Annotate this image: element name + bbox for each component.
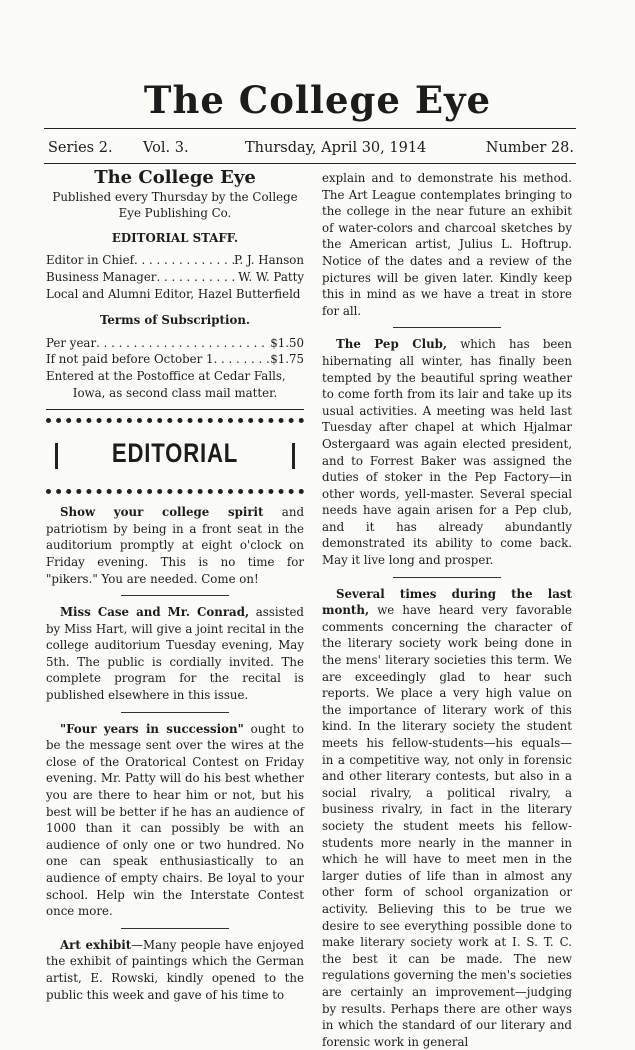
issue-volume: Vol. 3. [143, 140, 189, 156]
masthead-rule-bottom [44, 163, 576, 164]
masthead-rule-top [44, 128, 576, 129]
item-separator [393, 327, 501, 328]
editorial-paragraph: Art exhibit—Many people have enjoyed the exhibit of paintings which the German artist, E. Rowski, kindly opened to the public this week and gave of his time to [46, 937, 304, 1002]
editorial-paragraph: The Pep Club, which has been hibernating all winter, has finally been tempted by the beautiful spring weather to come forth from its lair and take up its usual activities. A meeting was held last Tuesday after chapel at which Hjalmar Ostergaard was again elected president, and to Forrest Baker was assigned the duties of stoker in the Pep Factory—in other words, yell-master. Several special needs have again arisen for a Pep club, and it has already abundantly demonstrated its ability to come back. May it live long and prosper. [322, 337, 572, 568]
issue-line [48, 140, 574, 156]
terms-row: Per year . . . $1.50 [46, 335, 304, 352]
editorial-banner [46, 418, 304, 494]
editorial-paragraph: Miss Case and Mr. Conrad, assisted by Miss Hart, will give a joint recital in the college auditorium Tuesday evening, May 5th. The public is cordially invited. The complete program for the recital is published elsewhere in this issue. [46, 605, 304, 703]
published-line-2: Eye Publishing Co. [118, 206, 232, 221]
entered-line-2: Iowa, as second class mail matter. [72, 385, 278, 400]
section-divider [46, 409, 304, 410]
left-column [46, 167, 304, 1003]
staff-heading: EDITORIAL STAFF. [111, 230, 239, 245]
item-separator [121, 928, 229, 929]
editorial-heading: EDITORIAL [111, 438, 239, 469]
item-separator [121, 712, 229, 713]
terms-heading: Terms of Subscription. [99, 313, 251, 328]
editorial-paragraph: explain and to demonstrate his method. The Art League contemplates bringing to the college in the near future an exhibit of water-colors and charcoal sketches by the American artist, Julius L. Hoftrup. Notice of the dates and a review of the pictures will be given later. Kindly keep this in mind as we have a treat in store for all. [322, 171, 572, 318]
paper-name: The College Eye [94, 167, 256, 188]
editorial-paragraph: "Four years in succession" ought to be the message sent over the wires at the close of the Oratorical Contest on Friday evening. Mr. Patty will do his best whether you are there to hear him or not, but his best will be better if he has an audience of 1000 than it can possibly be with an audience of only one or two hundred. No one can speak enthusiastically to an audience of empty chairs. Be loyal to your school. Help win the Interstate Contest once more. [46, 721, 304, 919]
terms-row: If not paid before October 1 . . . $1.75 [46, 351, 304, 368]
staff-row: Business Manager . . . W. W. Patty [46, 269, 304, 286]
local-editor-line: Local and Alumni Editor, Hazel Butterfield [46, 286, 301, 301]
issue-date: Thursday, April 30, 1914 [245, 140, 427, 156]
editorial-paragraph: Show your college spirit and patriotism by being in a front seat in the auditorium promptly at eight o'clock on Friday evening. This is no time for "pikers." You are needed. Come on! [46, 505, 304, 586]
published-line-1: Published every Thursday by the College [52, 189, 298, 204]
entered-line-1: Entered at the Postoffice at Cedar Falls, [46, 368, 286, 383]
item-separator [393, 577, 501, 578]
issue-number: Number 28. [485, 140, 574, 156]
right-column [322, 170, 572, 1050]
masthead-title: The College Eye [143, 78, 492, 122]
issue-series: Series 2. [48, 140, 113, 156]
staff-row: Editor in Chief . . . P. J. Hanson [46, 252, 304, 269]
editorial-paragraph: Several times during the last month, we have heard very favorable comments concerning the character of the literary society work being done in the mens' literary societies this term. We are exceedingly glad to hear such reports. We place a very high value on the importance of literary work of this kind. In the literary society the student meets his fellow-students—his equals— in a competitive way, not only in forensic and other literary contests, but also in a social rivalry, a political rivalry, a business rivalry, in fact in the literary society the student meets his fellow-students more nearly in the manner in which he will have to meet men in the larger duties of life than in almost any other form of school organization or activity. Believing this to be true we desire to see everything possible done to make literary society work at I. S. T. C. the best it can be made. The new regulations governing the men's societies are certainly an improvement—judging by results. Perhaps there are other ways in which the standard of our literary and forensic work in general [322, 586, 572, 1049]
item-separator [121, 595, 229, 596]
